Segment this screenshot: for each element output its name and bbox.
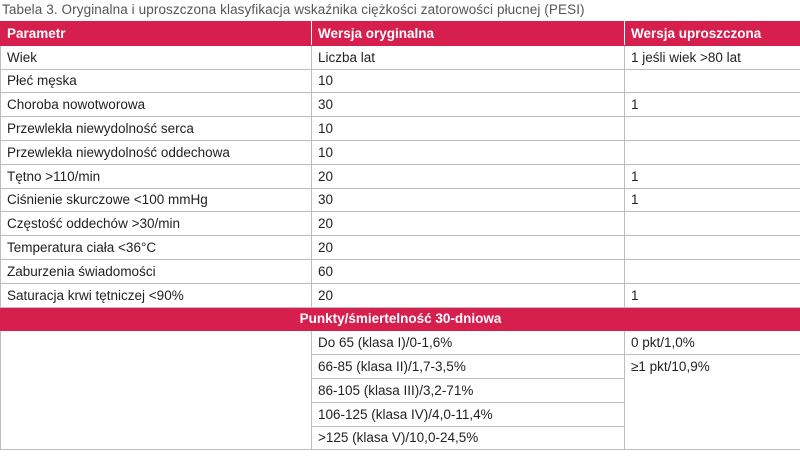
table-row	[1, 212, 800, 236]
cell-original: Liczba lat	[312, 45, 625, 69]
simplified-class-cell: ≥1 pkt/10,9%	[625, 355, 800, 450]
table-row	[1, 117, 800, 141]
original-class-cell: 106-125 (klasa IV)/4,0-11,4%	[312, 402, 625, 426]
cell-parameter: Ciśnienie skurczowe <100 mmHg	[1, 188, 312, 212]
class-row	[1, 331, 800, 355]
cell-parameter: Przewlekła niewydolność serca	[1, 117, 312, 141]
cell-parameter: Choroba nowotworowa	[1, 93, 312, 117]
table-row	[1, 236, 800, 260]
simplified-class-cell: 0 pkt/1,0%	[625, 331, 800, 355]
cell-simplified: 1	[625, 93, 800, 117]
original-class-cell: >125 (klasa V)/10,0-24,5%	[312, 426, 625, 450]
cell-original: 10	[312, 140, 625, 164]
cell-parameter: Saturacja krwi tętniczej <90%	[1, 283, 312, 307]
table-row	[1, 140, 800, 164]
cell-simplified	[625, 236, 800, 260]
table-row	[1, 45, 800, 69]
cell-simplified	[625, 140, 800, 164]
cell-original: 10	[312, 117, 625, 141]
cell-simplified	[625, 69, 800, 93]
original-class-cell: 86-105 (klasa III)/3,2-71%	[312, 378, 625, 402]
cell-parameter: Wiek	[1, 45, 312, 69]
cell-simplified	[625, 259, 800, 283]
empty-parameter-cell	[1, 331, 312, 450]
cell-simplified	[625, 117, 800, 141]
header-simplified-version: Wersja uproszczona	[625, 22, 800, 46]
table-caption: Tabela 3. Oryginalna i uproszczona klasyfikacja wskaźnika ciężkości zatorowości płucnej (PESI)	[2, 2, 585, 17]
cell-simplified: 1 jeśli wiek >80 lat	[625, 45, 800, 69]
cell-parameter: Płeć męska	[1, 69, 312, 93]
table-row	[1, 164, 800, 188]
cell-simplified: 1	[625, 283, 800, 307]
table-row	[1, 188, 800, 212]
cell-original: 20	[312, 164, 625, 188]
header-original-version: Wersja oryginalna	[312, 22, 625, 46]
cell-original: 30	[312, 93, 625, 117]
table-row	[1, 259, 800, 283]
pesi-table	[0, 21, 800, 450]
cell-parameter: Tętno >110/min	[1, 164, 312, 188]
original-class-cell: Do 65 (klasa I)/0-1,6%	[312, 331, 625, 355]
cell-simplified	[625, 212, 800, 236]
section-header-row	[1, 307, 800, 331]
cell-original: 20	[312, 283, 625, 307]
table-row	[1, 93, 800, 117]
cell-parameter: Temperatura ciała <36°C	[1, 236, 312, 260]
section-title: Punkty/śmiertelność 30-dniowa	[1, 307, 800, 331]
cell-original: 10	[312, 69, 625, 93]
cell-simplified: 1	[625, 164, 800, 188]
table-row	[1, 283, 800, 307]
cell-original: 30	[312, 188, 625, 212]
cell-original: 20	[312, 236, 625, 260]
header-parameter: Parametr	[1, 22, 312, 46]
cell-original: 20	[312, 212, 625, 236]
cell-parameter: Przewlekła niewydolność oddechowa	[1, 140, 312, 164]
table-row	[1, 69, 800, 93]
original-class-cell: 66-85 (klasa II)/1,7-3,5%	[312, 355, 625, 379]
table-header-row	[1, 22, 800, 46]
cell-simplified: 1	[625, 188, 800, 212]
cell-parameter: Częstość oddechów >30/min	[1, 212, 312, 236]
cell-parameter: Zaburzenia świadomości	[1, 259, 312, 283]
cell-original: 60	[312, 259, 625, 283]
